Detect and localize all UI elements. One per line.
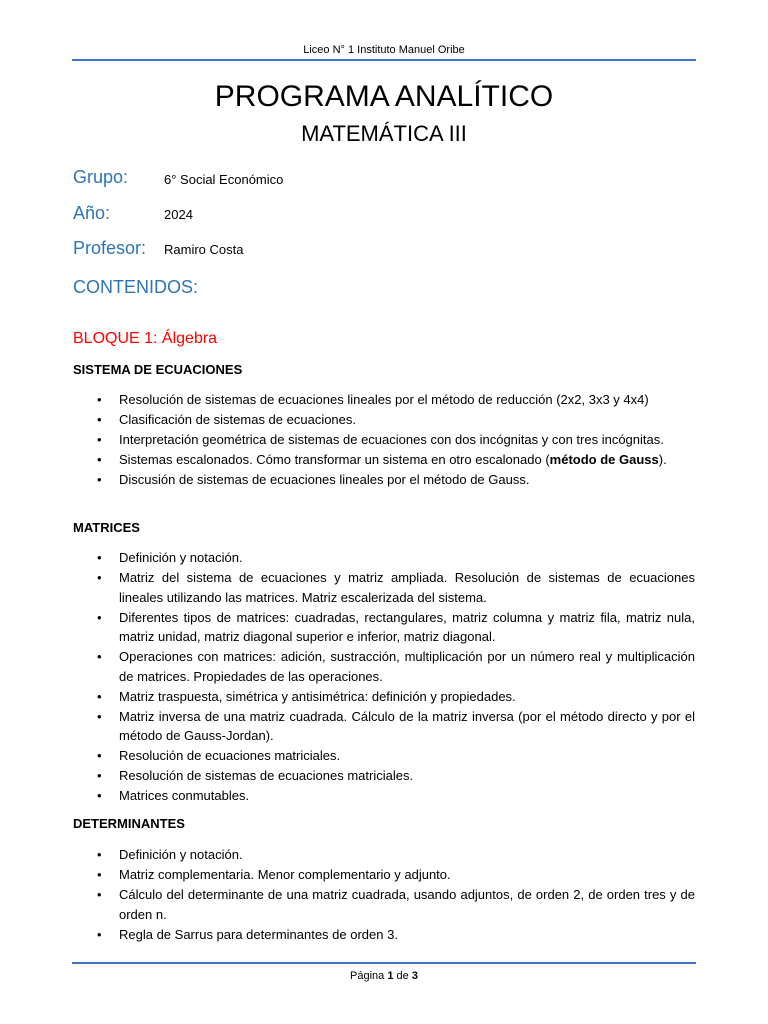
list-item: • Matriz traspuesta, simétrica y antisimétrica: definición y propiedades. bbox=[73, 687, 695, 707]
header-rule bbox=[72, 59, 696, 61]
grupo-value: 6° Social Económico bbox=[164, 172, 284, 187]
list-item: • Definición y notación. bbox=[73, 845, 695, 865]
page-subtitle: MATEMÁTICA III bbox=[301, 121, 467, 146]
footer-rule bbox=[72, 962, 696, 964]
grupo-label: Grupo: bbox=[73, 167, 129, 187]
list-item: • Cálculo del determinante de una matriz cuadrada, usando adjuntos, de orden 2, de orden tres y de orden n. bbox=[73, 885, 695, 924]
contenidos-heading: CONTENIDOS: bbox=[73, 277, 199, 297]
section-title-determinantes: DETERMINANTES bbox=[73, 816, 185, 831]
profesor-label: Profesor: bbox=[73, 238, 147, 258]
list-item: • Matriz del sistema de ecuaciones y matriz ampliada. Resolución de sistemas de ecuaciones lineales utilizando las matrices. Matriz escalerizada del sistema. bbox=[73, 568, 695, 607]
page-title: PROGRAMA ANALÍTICO bbox=[214, 80, 554, 113]
anio-value: 2024 bbox=[164, 207, 193, 222]
section-title-sistemas: SISTEMA DE ECUACIONES bbox=[73, 362, 243, 377]
list-item: • Resolución de sistemas de ecuaciones matriciales. bbox=[73, 766, 695, 786]
bloque-heading: BLOQUE 1: Álgebra bbox=[73, 330, 218, 347]
list-item: • Clasificación de sistemas de ecuaciones. bbox=[73, 410, 695, 430]
page-number: 1 bbox=[387, 970, 394, 982]
list-determinantes bbox=[73, 845, 695, 945]
page-total: 3 bbox=[411, 970, 418, 982]
list-item: • Discusión de sistemas de ecuaciones lineales por el método de Gauss. bbox=[73, 470, 695, 490]
page-footer: Página 1 de 3 bbox=[350, 970, 418, 982]
list-sistemas bbox=[73, 390, 695, 490]
list-item: • Matriz complementaria. Menor complementario y adjunto. bbox=[73, 865, 695, 885]
list-item: • Interpretación geométrica de sistemas de ecuaciones con dos incógnitas y con tres incógnitas. bbox=[73, 430, 695, 450]
list-item: • Operaciones con matrices: adición, sustracción, multiplicación por un número real y multiplicación de matrices. Propiedades de las operaciones. bbox=[73, 647, 695, 686]
list-item: • Regla de Sarrus para determinantes de orden 3. bbox=[73, 925, 695, 945]
list-item: • Matrices conmutables. bbox=[73, 786, 695, 806]
list-item: • Diferentes tipos de matrices: cuadradas, rectangulares, matriz columna y matriz fila, matriz nula, matriz unidad, matriz diagonal superior e inferior, matriz diagonal. bbox=[73, 608, 695, 647]
list-item: • Matriz inversa de una matriz cuadrada. Cálculo de la matriz inversa (por el método directo y por el método de Gauss-Jordan). bbox=[73, 707, 695, 746]
profesor-value: Ramiro Costa bbox=[164, 242, 244, 257]
gauss-bold-text: método de Gauss bbox=[549, 452, 659, 467]
list-item: • Sistemas escalonados. Cómo transformar un sistema en otro escalonado (método de Gauss). bbox=[73, 450, 695, 470]
list-item: • Resolución de sistemas de ecuaciones lineales por el método de reducción (2x2, 3x3 y 4x4) bbox=[73, 390, 695, 410]
list-item: • Resolución de ecuaciones matriciales. bbox=[73, 746, 695, 766]
section-title-matrices: MATRICES bbox=[73, 520, 140, 535]
page-header: Liceo N° 1 Instituto Manuel Oribe bbox=[303, 44, 465, 56]
list-item: • Definición y notación. bbox=[73, 548, 695, 568]
anio-label: Año: bbox=[73, 203, 111, 223]
list-matrices bbox=[73, 548, 695, 806]
